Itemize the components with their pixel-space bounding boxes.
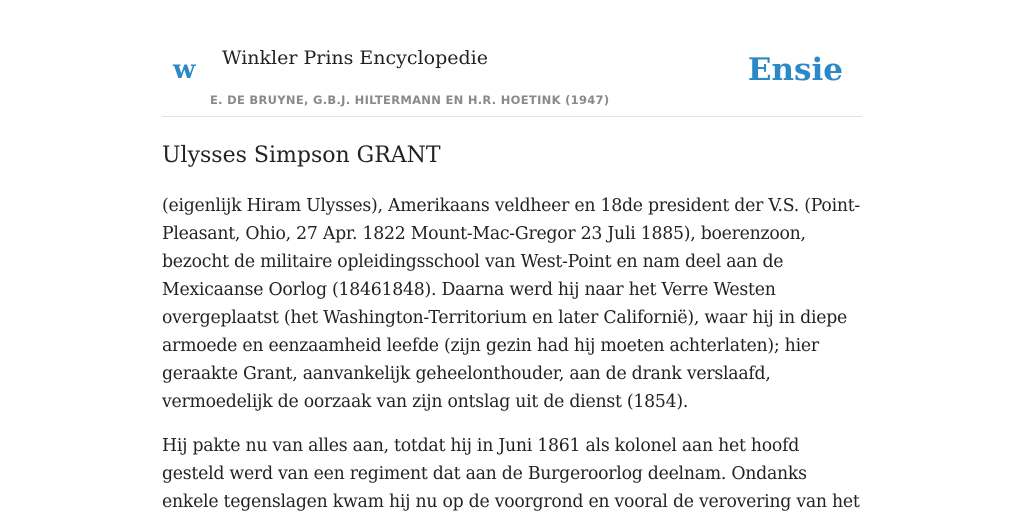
article-paragraph-2: Hij pakte nu van alles aan, totdat hij in Juni 1861 als kolonel aan het hoofd gesteld werd van een regiment dat aan de Burgeroorlog deelnam. Ondanks enkele tegenslagen kwam hij nu op de voorgrond en vooral de verovering van het	[162, 436, 860, 512]
site-header	[162, 0, 862, 117]
page-content	[162, 0, 862, 516]
ensie-logo[interactable]: Ensie	[747, 52, 843, 88]
publication-logo[interactable]: w	[173, 55, 196, 85]
article-paragraph-1: (eigenlijk Hiram Ulysses), Amerikaans veldheer en 18de president der V.S. (Point-Pleasant, Ohio, 27 Apr. 1822 Mount-Mac-Gregor 23 Juli 1885), boerenzoon, bezocht de militaire opleidingsschool van West-Point en nam deel aan de Mexicaanse Oorlog (18461848). Daarna werd hij naar het Verre Westen overgeplaatst (het Washington-Territorium en later Californië), waar hij in diepe armoede en eenzaamheid leefde (zijn gezin had hij moeten achterlaten); hier geraakte Grant, aanvankelijk geheelonthouder, aan de drank verslaafd, vermoedelijk de oorzaak van zijn ontslag uit de dienst (1854).	[162, 196, 861, 412]
publication-authors: E. DE BRUYNE, G.B.J. HILTERMANN EN H.R. HOETINK (1947)	[210, 93, 610, 107]
publication-title[interactable]: Winkler Prins Encyclopedie	[222, 47, 488, 69]
article-title: Ulysses Simpson GRANT	[162, 143, 441, 168]
